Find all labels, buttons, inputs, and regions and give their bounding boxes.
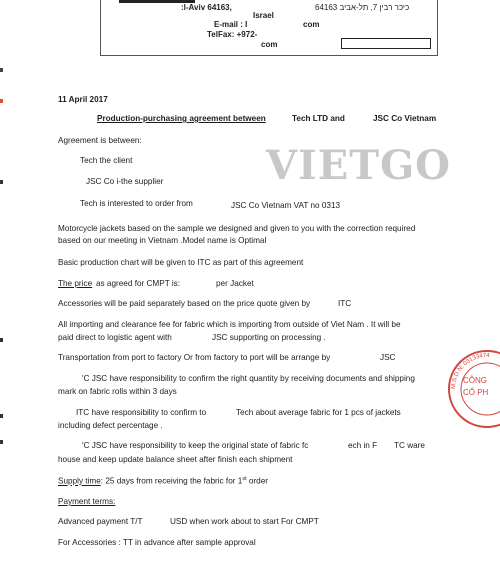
stamp-text-1: CÔNG bbox=[463, 376, 487, 385]
scan-mark bbox=[0, 180, 3, 184]
letterhead-country: Israel bbox=[253, 11, 274, 20]
letterhead-city: :l-Aviv 64163, bbox=[181, 3, 232, 12]
letterhead-telfax: TelFax: +972- bbox=[207, 30, 258, 39]
clause-itc-line-1b: Tech about average fabric for 1 pcs of jackets bbox=[236, 408, 401, 417]
letterhead-email-domain: com bbox=[303, 20, 320, 29]
agreement-intro: Agreement is between: bbox=[58, 136, 142, 145]
order-interest: Tech is interested to order from bbox=[80, 199, 193, 208]
watermark: VIETGO bbox=[266, 142, 452, 189]
supply-time-end: order bbox=[248, 476, 268, 486]
clause-quantity-line-2: mark on fabric rolls within 3 days bbox=[58, 387, 177, 396]
payment-terms-heading: Payment terms: bbox=[58, 497, 116, 506]
document-date: 11 April 2017 bbox=[58, 95, 108, 104]
letterhead-hebrew-address: 64163 כיכר רבין 7, תל-אביב bbox=[315, 3, 410, 12]
stamp-ring-text: M.S.D.N: 03133474 bbox=[450, 352, 490, 390]
stamp-text-2: CỔ PH bbox=[463, 388, 489, 397]
clause-import-line-2: paid direct to logistic agent with bbox=[58, 333, 172, 342]
supply-time-superscript: st bbox=[242, 476, 247, 482]
party-supplier: JSC Co i-the supplier bbox=[86, 177, 164, 186]
document-title-party-2: JSC Co Vietnam bbox=[373, 114, 437, 123]
clause-itc-line-2: including defect percentage . bbox=[58, 421, 163, 430]
payment-advance-detail: USD when work about to start For CMPT bbox=[170, 517, 319, 526]
document-title-party-1: Tech LTD and bbox=[292, 114, 345, 123]
clause-import-line-1: All importing and clearance fee for fabric which is importing from outside of Viet Nam . It will be bbox=[58, 320, 401, 329]
payment-accessories: For Accessories : TT in advance after sample approval bbox=[58, 538, 256, 547]
clause-quantity-line-1: 'C JSC have responsibility to confirm the right quantity by receiving documents and shipping bbox=[82, 374, 415, 383]
supply-time-label: Supply time bbox=[58, 476, 101, 486]
clause-accessories: Accessories will be paid separately based on the price quote given by bbox=[58, 299, 311, 308]
payment-advance: Advanced payment T/T bbox=[58, 517, 143, 526]
clause-transportation: Transportation from port to factory Or from factory to port will be arrange by bbox=[58, 353, 331, 362]
clause-jackets-line-2: based on our meeting in Vietnam .Model name is Optimal bbox=[58, 236, 267, 245]
letterhead-box bbox=[341, 38, 431, 49]
clause-import-line-2b: JSC supporting on processing . bbox=[212, 333, 326, 342]
party-client: Tech the client bbox=[80, 156, 133, 165]
clause-price-label: The price bbox=[58, 279, 93, 288]
letterhead-email: E-mail : I bbox=[214, 20, 248, 29]
scan-mark bbox=[0, 414, 3, 418]
scan-mark bbox=[0, 440, 3, 444]
clause-state-line-1b: ech in F bbox=[348, 441, 378, 450]
clause-accessories-party: ITC bbox=[338, 299, 352, 308]
clause-state-line-2: house and keep update balance sheet after finish each shipment bbox=[58, 455, 293, 464]
order-interest-vat: JSC Co Vietnam VAT no 0313 bbox=[231, 201, 341, 210]
clause-price-text: as agreed for CMPT is: bbox=[96, 279, 181, 288]
clause-transportation-party: JSC bbox=[380, 353, 396, 362]
clause-itc-line-1: ITC have responsibility to confirm to bbox=[76, 408, 207, 417]
document-title: Production-purchasing agreement between bbox=[97, 114, 266, 123]
scan-mark bbox=[0, 338, 3, 342]
clause-price-unit: per Jacket bbox=[216, 279, 254, 288]
clause-production-chart: Basic production chart will be given to ITC as part of this agreement bbox=[58, 258, 304, 267]
scan-mark bbox=[0, 68, 3, 72]
clause-jackets-line-1: Motorcycle jackets based on the sample we designed and given to you with the correction required bbox=[58, 224, 416, 233]
company-stamp bbox=[445, 347, 500, 431]
letterhead bbox=[100, 0, 438, 56]
clause-state-line-1c: TC ware bbox=[394, 441, 425, 450]
supply-time-text: : 25 days from receiving the fabric for 1 bbox=[100, 476, 243, 486]
clause-state-line-1: 'C JSC have responsibility to keep the original state of fabric fc bbox=[82, 441, 309, 450]
letterhead-web: com bbox=[261, 40, 278, 49]
scan-mark bbox=[0, 99, 3, 103]
